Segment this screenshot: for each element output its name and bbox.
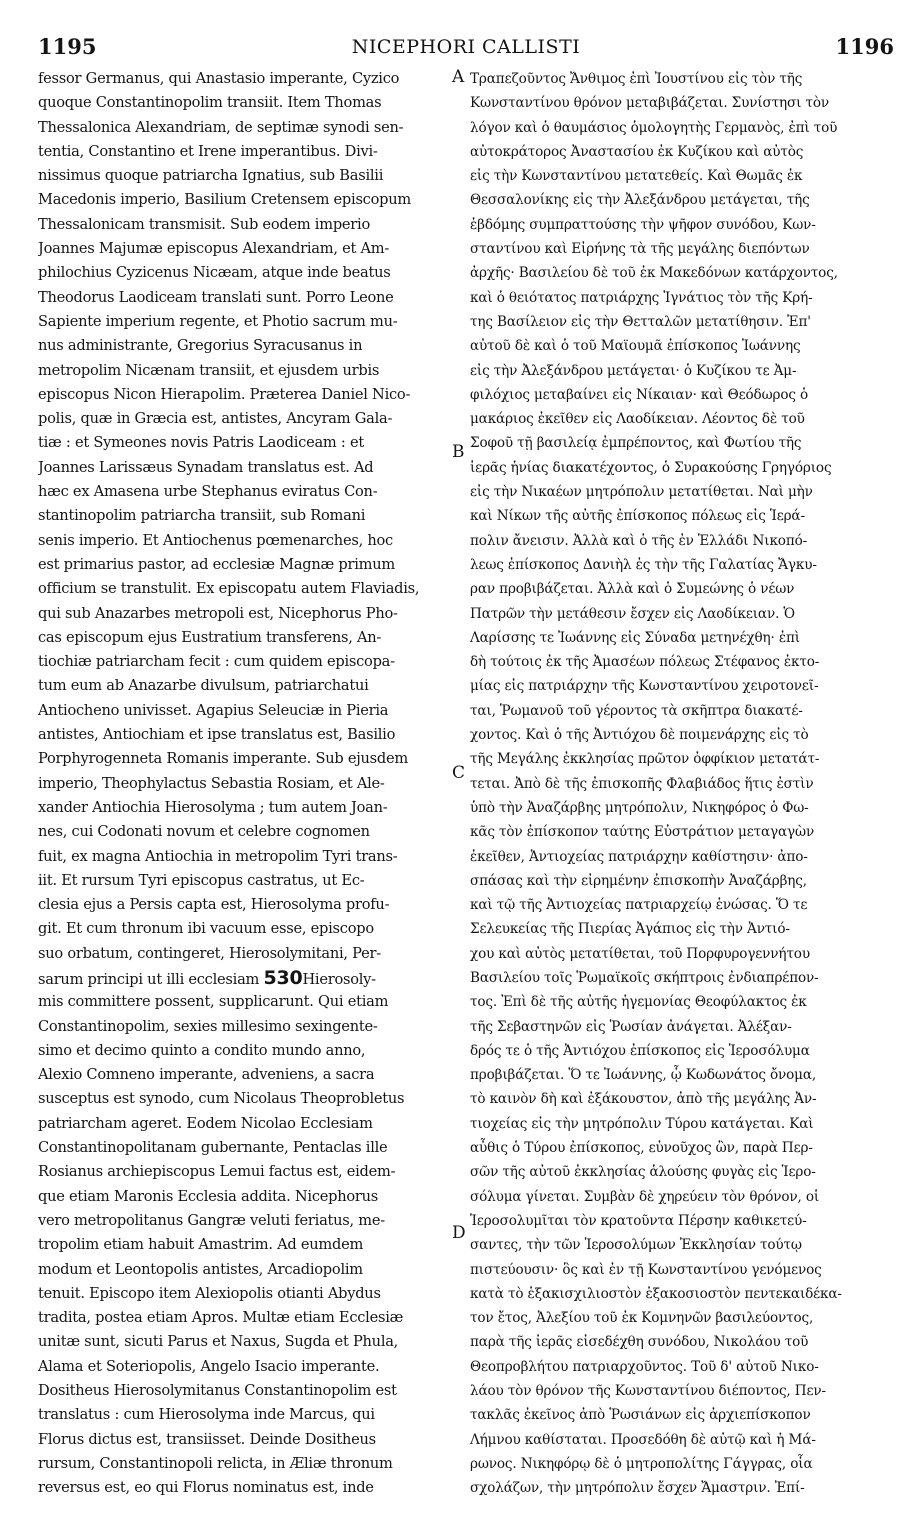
latin-line [38, 334, 450, 358]
latin-line-text: Florus dictus est, transiisset. Deinde Dositheus [38, 1430, 376, 1448]
greek-line [470, 1282, 894, 1306]
latin-line [38, 1160, 450, 1184]
greek-line [470, 966, 894, 990]
latin-line [38, 820, 450, 844]
greek-line-text: παρὰ τῆς ἱερᾶς εἰσεδέχθη συνόδου, Νικολάου τοῦ [470, 1334, 809, 1351]
greek-line-text: τακλᾶς ἐκεῖνος ἀπὸ Ῥωσιάνων εἰς ἀρχιεπίσκοπον [470, 1407, 811, 1424]
latin-line-text: est primarius pastor, ad ecclesiæ Magnæ primum [38, 555, 395, 573]
latin-line [38, 140, 450, 164]
margin-letter-b: B [452, 442, 465, 462]
latin-line-text: qui sub Anazarbes metropoli est, Nicephorus Pho- [38, 604, 398, 622]
greek-line [470, 1233, 894, 1257]
latin-line [38, 1476, 450, 1500]
latin-line [38, 1330, 450, 1354]
latin-line [38, 1209, 450, 1233]
greek-line [470, 529, 894, 553]
greek-line [470, 674, 894, 698]
greek-line-text: ὑπὸ τὴν Ἀναζάρβης μητρόπολιν, Νικηφόρος ὁ Φω- [470, 799, 809, 816]
latin-line-text: fessor Germanus, qui Anastasio imperante, Cyzico [38, 70, 400, 87]
latin-line-text: vero metropolitanus Gangræ veluti feriatus, me- [38, 1211, 385, 1229]
greek-line [470, 164, 894, 188]
latin-line-text: mis committere possent, supplicarunt. Qui etiam [38, 993, 389, 1011]
greek-line-text: ται, Ῥωμανοῦ τοῦ γέροντος τὰ σκῆπτρα διακατέ- [470, 702, 803, 719]
latin-line [38, 188, 450, 212]
latin-line-text: Joannes Larissæus Synadam translatus est. Ad [38, 458, 374, 476]
latin-line-text: officium se transtulit. Ex episcopatu autem Flaviadis, [38, 580, 420, 598]
latin-line-text: quoque Constantinopolim transiit. Item Thomas [38, 94, 382, 112]
greek-line [470, 1160, 894, 1184]
latin-line-text: suo orbatum, contingeret, Hierosolymitani, Per- [38, 944, 381, 962]
latin-line-text: simo et decimo quinto a condito mundo anno, [38, 1041, 366, 1059]
latin-line-text: Sapiente imperium regente, et Photio sacrum mu- [38, 312, 398, 330]
greek-line [470, 116, 894, 140]
latin-line [38, 213, 450, 237]
latin-line [38, 942, 450, 966]
greek-line-text: Βασιλείου τοῖς Ῥωμαϊκοῖς σκήπτροις ἐνδιαπρέπον- [470, 969, 819, 986]
greek-line-text: Πατρῶν τὴν μετάθεσιν ἔσχεν εἰς Λαοδίκειαν. Ὁ [470, 605, 795, 622]
greek-line [470, 1063, 894, 1087]
greek-line [470, 577, 894, 601]
greek-line-text: σόλυμα γίνεται. Συμβὰν δὲ χηρεύειν τὸν θρόνον, οἱ [470, 1188, 820, 1205]
latin-line [38, 577, 450, 601]
greek-line-text: προβιβάζεται. Ὅ τε Ἰωάννης, ᾧ Κωδωνάτος ὄνομα, [470, 1067, 817, 1084]
latin-line [38, 1063, 450, 1087]
greek-line [470, 286, 894, 310]
greek-line-text: ἱερᾶς ἡνίας διακατέχοντος, ὁ Συρακούσης Γρηγόριος [470, 459, 832, 476]
latin-line [38, 91, 450, 115]
greek-line [470, 213, 894, 237]
greek-line [470, 602, 894, 626]
greek-line [470, 407, 894, 431]
greek-line [470, 1039, 894, 1063]
greek-line [470, 1306, 894, 1330]
latin-line-text: polis, quæ in Græcia est, antistes, Ancyram Gala- [38, 410, 393, 428]
greek-line-text: τὸ καινὸν δὴ καὶ ἐξάκουστον, ἀπὸ τῆς μεγάλης Ἀν- [470, 1091, 817, 1108]
latin-line-text: translatus : cum Hierosolyma inde Marcus, qui [38, 1406, 375, 1424]
latin-line [38, 529, 450, 553]
latin-line-text: xander Antiochia Hierosolyma ; tum autem Joan- [38, 798, 388, 816]
greek-line [470, 1209, 894, 1233]
running-header [38, 34, 894, 64]
latin-line-text: Alexio Comneno imperante, adveniens, a sacra [38, 1066, 375, 1084]
greek-line-text: τος. Ἐπὶ δὲ τῆς αὐτῆς ἡγεμονίας Θεοφύλακτος ἐκ [470, 994, 807, 1011]
greek-line-text: Λαρίσσης τε Ἰωάννης εἰς Σύναδα μετηνέχθη· ἐπὶ [470, 629, 800, 646]
greek-line [470, 723, 894, 747]
greek-line-text: σαντες, τὴν τῶν Ἱεροσολύμων Ἐκκλησίαν τούτῳ [470, 1237, 802, 1254]
greek-line [470, 869, 894, 893]
greek-line [470, 1428, 894, 1452]
greek-line-text: τιοχείας εἰς τὴν μητρόπολιν Τύρου κατάγεται. Καὶ [470, 1115, 814, 1132]
latin-line [38, 602, 450, 626]
latin-line [38, 1428, 450, 1452]
latin-line [38, 626, 450, 650]
greek-line [470, 310, 894, 334]
greek-line [470, 820, 894, 844]
latin-line [38, 1282, 450, 1306]
greek-line [470, 140, 894, 164]
latin-line [38, 1185, 450, 1209]
greek-line [470, 796, 894, 820]
latin-line [38, 1379, 450, 1403]
latin-line-text: hæc ex Amasena urbe Stephanus eviratus Con- [38, 483, 378, 501]
greek-line-text: αὐτοκράτορος Ἀναστασίου ἐκ Κυζίκου καὶ αὐτὸς [470, 143, 804, 160]
greek-line [470, 1476, 894, 1500]
latin-line [38, 480, 450, 504]
latin-line [38, 990, 450, 1014]
greek-line-text: καὶ Νίκων τῆς αὐτῆς ἐπίσκοπος πόλεως εἰς Ἱερά- [470, 508, 805, 525]
latin-line-text: patriarcham ageret. Eodem Nicolao Ecclesiam [38, 1114, 373, 1132]
latin-line-text: stantinopolim patriarcha transiit, sub Romani [38, 507, 366, 525]
latin-line-text: Thessalonicam transmisit. Sub eodem imperio [38, 215, 370, 233]
latin-line [38, 1355, 450, 1379]
greek-line-text: λεως ἐπίσκοπος Δανιὴλ ἐς τὴν τῆς Γαλατίας Ἄγκυ- [470, 556, 817, 573]
latin-line [38, 869, 450, 893]
latin-line-text: philochius Cyzicenus Nicæam, atque inde beatus [38, 264, 391, 282]
latin-line [38, 1087, 450, 1111]
anchor-continuation: Hierosoly- [302, 970, 376, 988]
greek-line-text: κατὰ τὸ ἑξακισχιλιοστὸν ἑξακοσιοστὸν πεντεκαιδέκα- [470, 1285, 842, 1302]
latin-line [38, 1112, 450, 1136]
greek-line-text: χου καὶ αὐτὸς μετατίθεται, τοῦ Πορφυρογεννήτου [470, 945, 810, 962]
latin-line-text: cas episcopum ejus Eustratium transferens, An- [38, 628, 382, 646]
latin-line-text: Theodorus Laodiceam translati sunt. Porro Leone [38, 288, 394, 306]
greek-line [470, 1087, 894, 1111]
latin-line [38, 261, 450, 285]
greek-line [470, 626, 894, 650]
latin-line-text: git. Et cum thronum ibi vacuum esse, episcopo [38, 920, 374, 938]
latin-line [38, 237, 450, 261]
greek-line [470, 67, 894, 91]
latin-line [38, 383, 450, 407]
latin-line [38, 893, 450, 917]
greek-line-text: αὖθις ὁ Τύρου ἐπίσκοπος, εὐνοῦχος ὢν, παρὰ Περ- [470, 1140, 813, 1157]
latin-line [38, 772, 450, 796]
greek-line-text: Ἱεροσολυμῖται τὸν κρατοῦντα Πέρσην καθικετεύ- [470, 1212, 807, 1229]
greek-line [470, 188, 894, 212]
latin-line [38, 796, 450, 820]
greek-line-text: κᾶς τὸν ἐπίσκοπον ταύτης Εὐστράτιον μεταγαγὼν [470, 824, 815, 841]
latin-line [38, 431, 450, 455]
greek-line [470, 431, 894, 455]
page-number-right: 1196 [835, 34, 894, 59]
greek-line [470, 1403, 894, 1427]
greek-line-text: χοντος. Καὶ ὁ τῆς Ἀντιόχου δὲ ποιμενάρχης εἰς τὸ [470, 727, 809, 744]
greek-column [470, 67, 894, 1501]
latin-line-text: tenuit. Episcopo item Alexiopolis otianti Abydus [38, 1284, 381, 1302]
greek-line-text: δρός τε ὁ τῆς Ἀντιόχου ἐπίσκοπος εἰς Ἱεροσόλυμα [470, 1042, 810, 1059]
latin-line-text: clesia ejus a Persis capta est, Hierosolyma profu- [38, 896, 390, 914]
latin-line-text: Antiocheno univisset. Agapius Seleuciæ in Pieria [38, 701, 389, 719]
running-title: NICEPHORI CALLISTI [351, 36, 581, 58]
latin-line-text: Joannes Majumæ episcopus Alexandriam, et Am- [38, 240, 390, 258]
greek-line [470, 650, 894, 674]
greek-line-text: ἑβδόμης συμπραττούσης τὴν ψῆφον συνόδου, Κων- [470, 216, 816, 233]
greek-line-text: καὶ ὁ θειότατος πατριάρχης Ἰγνάτιος τὸν τῆς Κρή- [470, 289, 813, 306]
greek-line-text: Θεοπροβλήτου πατριαρχοῦντος. Τοῦ δ' αὐτοῦ Νικο- [470, 1358, 819, 1375]
greek-line-text: τῆς Μεγάλης ἐκκλησίας πρῶτον ὀφφίκιον μετατάτ- [470, 751, 820, 768]
latin-line [38, 407, 450, 431]
greek-line [470, 990, 894, 1014]
latin-line-text: modum et Leontopolis antistes, Arcadiopolim [38, 1260, 363, 1278]
latin-line [38, 286, 450, 310]
latin-line [38, 1015, 450, 1039]
latin-line-text: Thessalonica Alexandriam, de septimæ synodi sen- [38, 118, 404, 136]
latin-line [38, 116, 450, 140]
latin-line [38, 723, 450, 747]
column-anchor-number: 530 [263, 966, 303, 989]
latin-line-text: unitæ sunt, sicuti Parus et Naxus, Sugda et Phula, [38, 1333, 399, 1351]
latin-line [38, 747, 450, 771]
latin-column [38, 67, 450, 1501]
margin-letter-a: A [452, 67, 465, 87]
latin-line-text: Porphyrogenneta Romanis imperante. Sub ejusdem [38, 750, 408, 768]
latin-line [38, 1306, 450, 1330]
greek-line-text: τεται. Ἀπὸ δὲ τῆς ἐπισκοπῆς Φλαβιάδος ἥτις ἐστὶν [470, 775, 814, 792]
greek-line [470, 1185, 894, 1209]
latin-line-text: Constantinopolitanam gubernante, Pentaclas ille [38, 1139, 388, 1157]
latin-line [38, 164, 450, 188]
latin-line-text: tentia, Constantino et Irene imperantibus. Divi- [38, 142, 378, 160]
greek-line-text: δὴ τούτοις ἐκ τῆς Ἀμασέων πόλεως Στέφανος ἐκτο- [470, 654, 820, 671]
latin-line-text: Rosianus archiepiscopus Lemui factus est, eidem- [38, 1163, 396, 1181]
greek-line-text: αὐτοῦ δὲ καὶ ὁ τοῦ Μαϊουμᾶ ἐπίσκοπος Ἰωάννης [470, 338, 801, 355]
latin-line-text: Constantinopolim, sexies millesimo sexingente- [38, 1017, 378, 1035]
greek-line-text: σπάσας καὶ τὴν εἰρημένην ἐπισκοπὴν Ἀναζάρβης, [470, 872, 807, 889]
latin-line-text: fuit, ex magna Antiochia in metropolim Tyri trans- [38, 847, 398, 865]
greek-line-text: ρωνος. Νικηφόρῳ δὲ ὁ μητροπολίτης Γάγγρας, οἷα [470, 1455, 813, 1472]
greek-line-text: της Βασίλειον εἰς τὴν Θετταλῶν μετατίθησιν. Ἐπ' [470, 313, 811, 330]
greek-line-text: φιλόχιος μεταβαίνει εἰς Νίκαιαν· καὶ Θεόδωρος ὁ [470, 386, 809, 403]
greek-line-text: Θεσσαλονίκης εἰς τὴν Ἀλεξάνδρου μετάγεται, τῆς [470, 192, 810, 209]
greek-line-text: πολιν ἄνεισιν. Ἀλλὰ καὶ ὁ τῆς ἐν Ἑλλάδι Νικοπό- [470, 532, 808, 549]
greek-line [470, 1015, 894, 1039]
greek-line-text: σῶν τῆς αὐτοῦ ἐκκλησίας ἁλούσης φυγὰς εἰς Ἱερο- [470, 1164, 816, 1181]
latin-line [38, 1452, 450, 1476]
greek-line-text: Τραπεζοῦντος Ἄνθιμος ἐπὶ Ἰουστίνου εἰς τὸν τῆς [470, 71, 803, 87]
latin-line [38, 917, 450, 941]
latin-line-text: reversus est, eo qui Florus nominatus est, inde [38, 1479, 374, 1497]
greek-line-text: λόγον καὶ ὁ θαυμάσιος ὁμολογητὴς Γερμανὸς, ἐπὶ τοῦ [470, 119, 838, 136]
latin-line-text: nes, cui Codonati novum et celebre cognomen [38, 823, 370, 841]
latin-line-text: nus administrante, Gregorius Syracusanus in [38, 337, 363, 355]
latin-line [38, 1233, 450, 1257]
greek-line-text: εἰς τὴν Ἀλεξάνδρου μετάγεται· ὁ Κυζίκου τε Ἀμ- [470, 362, 797, 379]
greek-line [470, 1112, 894, 1136]
latin-line [38, 1258, 450, 1282]
greek-line [470, 553, 894, 577]
greek-line [470, 942, 894, 966]
latin-line-text: senis imperio. Et Antiochenus pœmenarches, hoc [38, 531, 393, 549]
greek-line-text: τον ἔτος, Ἀλεξίου τοῦ ἐκ Κομνηνῶν βασιλεύοντος, [470, 1310, 814, 1327]
greek-line-text: Κωνσταντίνου θρόνον μεταβιβάζεται. Συνίστησι τὸν [470, 95, 830, 112]
latin-line [38, 553, 450, 577]
greek-line-text: εἰς τὴν Νικαέων μητρόπολιν μετατίθεται. Ναὶ μὴν [470, 484, 813, 501]
greek-line [470, 917, 894, 941]
greek-line-text: σταντίνου καὶ Εἰρήνης τὰ τῆς μεγάλης διεπόντων [470, 241, 810, 258]
latin-line [38, 1039, 450, 1063]
latin-line-text: nissimus quoque patriarcha Ignatius, sub Basilii [38, 167, 384, 185]
greek-line-text: εἰς τὴν Κωνσταντίνου μετατεθείς. Καὶ Θωμᾶς ἐκ [470, 168, 803, 185]
greek-line-text: ἐκεῖθεν, Ἀντιοχείας πατριάρχην καθίστησιν· ἀπο- [470, 848, 808, 865]
greek-line [470, 359, 894, 383]
greek-line [470, 334, 894, 358]
latin-line [38, 359, 450, 383]
latin-line-text: tiochiæ patriarcham fecit : cum quidem episcopa- [38, 653, 395, 671]
greek-line [470, 699, 894, 723]
latin-line-text: susceptus est synodo, cum Nicolaus Theoprobletus [38, 1090, 405, 1108]
latin-line-text: que etiam Maronis Ecclesia addita. Nicephorus [38, 1187, 379, 1205]
greek-line [470, 1452, 894, 1476]
page-number-left: 1195 [38, 34, 97, 59]
latin-line [38, 1136, 450, 1160]
greek-line-text: μακάριος ἐκεῖθεν εἰς Λαοδίκειαν. Λέοντος δὲ τοῦ [470, 411, 805, 428]
greek-line [470, 237, 894, 261]
greek-line [470, 845, 894, 869]
greek-line-text: ἀρχῆς· Βασιλείου δὲ τοῦ ἐκ Μακεδόνων κατάρχοντος, [470, 265, 838, 282]
latin-line [38, 966, 450, 990]
greek-line [470, 893, 894, 917]
margin-letter-c: C [452, 763, 466, 783]
latin-line-text: tum eum ab Anazarbe divulsum, patriarchatui [38, 677, 369, 695]
greek-line [470, 383, 894, 407]
latin-line [38, 310, 450, 334]
greek-line-text: Λήμνου καθίσταται. Προσεδόθη δὲ αὐτῷ καὶ ἡ Μά- [470, 1431, 816, 1448]
greek-line [470, 747, 894, 771]
greek-line [470, 1258, 894, 1282]
latin-line [38, 699, 450, 723]
greek-line-text: καὶ τῷ τῆς Ἀντιοχείας πατριαρχείῳ ἑνώσας. Ὅ τε [470, 897, 808, 914]
latin-line-text: Macedonis imperio, Basilium Cretensem episcopum [38, 191, 411, 209]
greek-line [470, 1355, 894, 1379]
greek-line [470, 480, 894, 504]
greek-line-text: Σελευκείας τῆς Πιερίας Ἀγάπιος εἰς τὴν Ἀντιό- [470, 921, 790, 938]
latin-line-text: sarum principi ut illi ecclesiam [38, 970, 260, 988]
latin-line-text: tradita, postea etiam Apros. Multæ etiam Ecclesiæ [38, 1309, 404, 1327]
latin-line-text: Dositheus Hierosolymitanus Constantinopolim est [38, 1382, 397, 1400]
greek-line-text: σχολάζων, τὴν μητρόπολιν ἔσχεν Ἄμαστριν. Ἐπί- [470, 1480, 805, 1497]
greek-line [470, 504, 894, 528]
latin-line-text: antistes, Antiochiam et ipse translatus est, Basilio [38, 726, 396, 744]
latin-line-text: episcopus Nicon Hierapolim. Præterea Daniel Nico- [38, 385, 411, 403]
greek-line-text: Σοφοῦ τῇ βασιλείᾳ ἐμπρέποντος, καὶ Φωτίου τῆς [470, 435, 802, 452]
greek-line-text: τῆς Σεβαστηνῶν εἰς Ῥωσίαν ἀνάγεται. Ἀλέξαν- [470, 1018, 792, 1035]
greek-line [470, 772, 894, 796]
latin-line-text: tropolim etiam habuit Amastrim. Ad eumdem [38, 1236, 364, 1254]
latin-line-text: tiæ : et Symeones novis Patris Laodiceam : et [38, 434, 364, 452]
margin-letter-d: D [452, 1223, 466, 1243]
greek-line [470, 1136, 894, 1160]
greek-line [470, 261, 894, 285]
latin-line [38, 456, 450, 480]
latin-line [38, 504, 450, 528]
latin-line [38, 650, 450, 674]
latin-line-text: metropolim Nicænam transiit, et ejusdem urbis [38, 361, 380, 379]
latin-line-text: rursum, Constantinopoli relicta, in Æliæ thronum [38, 1454, 393, 1472]
greek-line [470, 1379, 894, 1403]
greek-line [470, 91, 894, 115]
latin-line [38, 674, 450, 698]
latin-line-text: iit. Et rursum Tyri episcopus castratus, ut Ec- [38, 871, 365, 889]
latin-line [38, 1403, 450, 1427]
latin-line-text: Alama et Soteriopolis, Angelo Isacio imperante. [38, 1357, 380, 1375]
latin-line [38, 845, 450, 869]
latin-line-text: imperio, Theophylactus Sebastia Rosiam, et Ale- [38, 774, 385, 792]
greek-line [470, 1330, 894, 1354]
greek-line-text: μίας εἰς πατριάρχην τῆς Κωνσταντίνου χειροτονεῖ- [470, 678, 819, 695]
greek-line [470, 456, 894, 480]
greek-line-text: ραν προβιβάζεται. Ἀλλὰ καὶ ὁ Συμεώνης ὁ νέων [470, 581, 795, 598]
latin-line [38, 67, 450, 91]
greek-line-text: πιστεύουσιν· ὃς καὶ ἐν τῇ Κωνσταντίνου γενόμενος [470, 1261, 822, 1278]
greek-line-text: λάου τὸν θρόνον τῆς Κωνσταντίνου διέποντος, Πεν- [470, 1383, 826, 1400]
